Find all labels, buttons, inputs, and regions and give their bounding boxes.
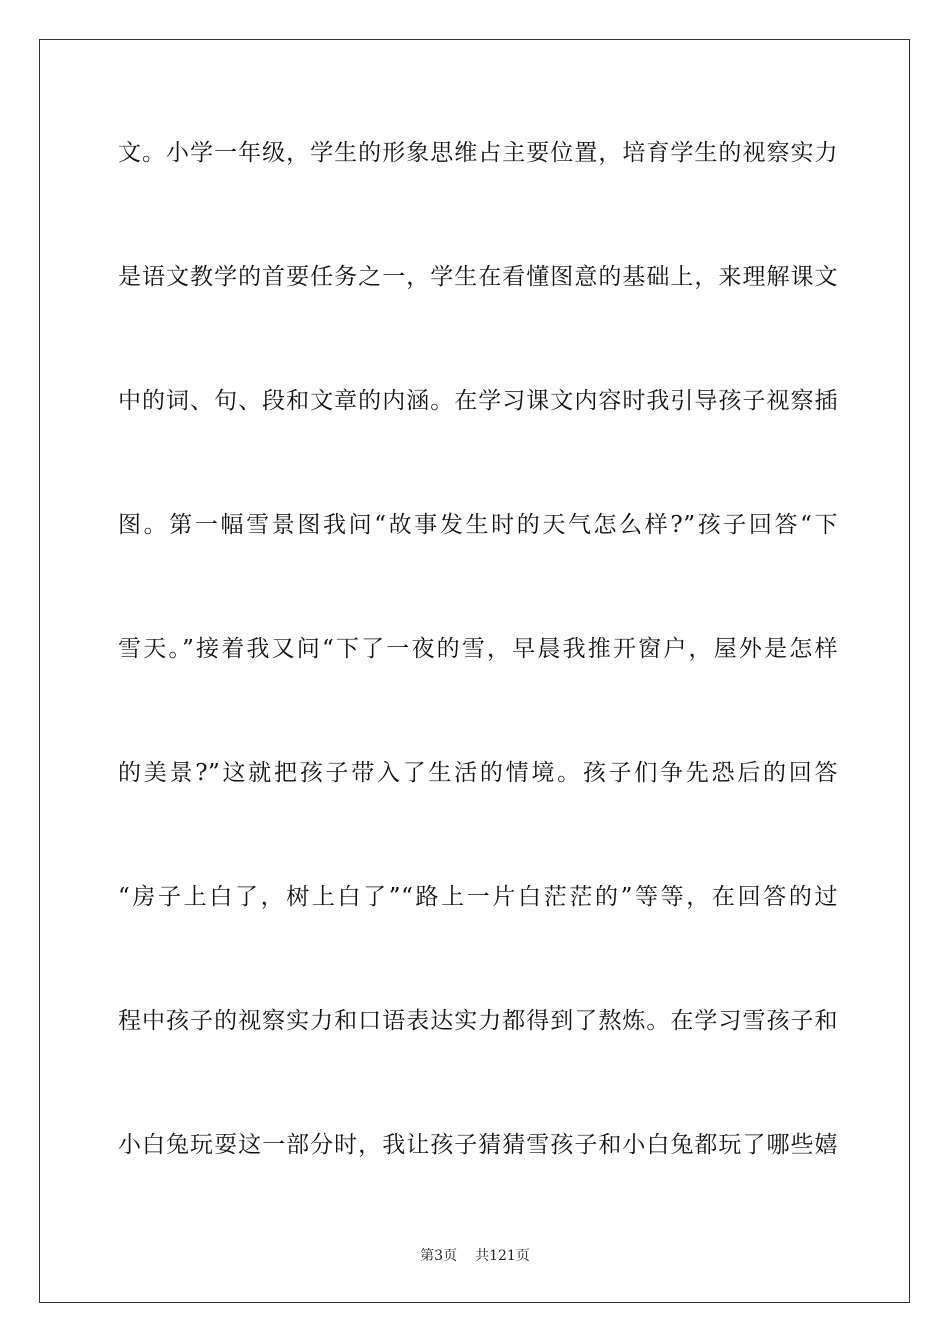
body-text-line-3: 中的词、句、段和文章的内涵。在学习课文内容时我引导孩子视察插 bbox=[118, 388, 838, 414]
page-number: 第3页 bbox=[420, 1248, 458, 1264]
body-text-line-6: 的美景?”这就把孩子带入了生活的情境。孩子们争先恐后的回答 bbox=[118, 760, 838, 786]
total-pages: 共121页 bbox=[475, 1248, 530, 1264]
body-text-line-4: 图。第一幅雪景图我问“故事发生时的天气怎么样?”孩子回答“下 bbox=[118, 512, 838, 538]
body-text-line-8: 程中孩子的视察实力和口语表达实力都得到了熬炼。在学习雪孩子和 bbox=[118, 1008, 838, 1034]
body-text-line-2: 是语文教学的首要任务之一，学生在看懂图意的基础上，来理解课文 bbox=[118, 264, 838, 290]
body-text-line-1: 文。小学一年级，学生的形象思维占主要位置，培育学生的视察实力 bbox=[118, 140, 838, 166]
body-text-line-7: “房子上白了，树上白了”“路上一片白茫茫的”等等，在回答的过 bbox=[118, 884, 838, 910]
body-text-line-9: 小白兔玩耍这一部分时，我让孩子猜猜雪孩子和小白兔都玩了哪些嬉 bbox=[118, 1132, 838, 1158]
body-text-line-5: 雪天。”接着我又问“下了一夜的雪，早晨我推开窗户，屋外是怎样 bbox=[118, 636, 838, 662]
page-border bbox=[39, 39, 910, 1303]
page-footer bbox=[0, 1247, 950, 1265]
